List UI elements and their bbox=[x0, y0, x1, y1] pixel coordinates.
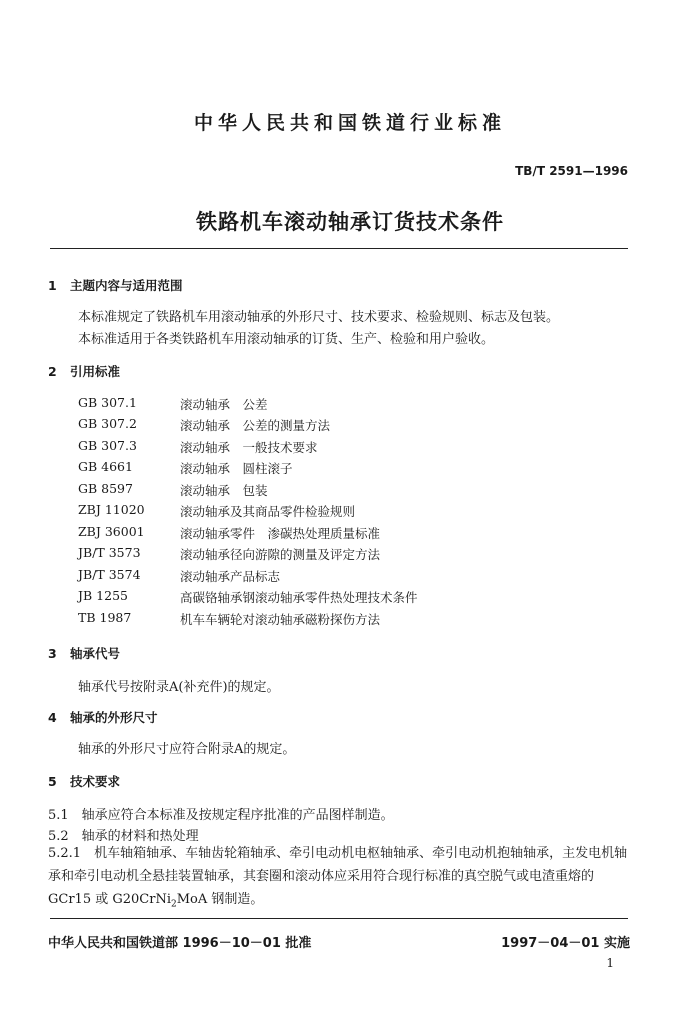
section-number: 2 bbox=[48, 364, 57, 379]
reference-title: 高碳铬轴承钢滚动轴承零件热处理技术条件 bbox=[180, 590, 418, 605]
section-1-para-1: 本标准规定了铁路机车用滚动轴承的外形尺寸、技术要求、检验规则、标志及包装。 bbox=[78, 310, 560, 325]
clause-5-2-1-text-end: MoA 钢制造。 bbox=[176, 892, 264, 907]
section-title: 轴承的外形尺寸 bbox=[70, 710, 158, 725]
reference-code: ZBJ 11020 bbox=[78, 502, 145, 517]
reference-title: 滚动轴承 圆柱滚子 bbox=[180, 461, 293, 476]
title-rule bbox=[50, 248, 628, 249]
reference-code: ZBJ 36001 bbox=[78, 524, 145, 539]
section-1-para-2: 本标准适用于各类铁路机车用滚动轴承的订货、生产、检验和用户验收。 bbox=[78, 332, 495, 347]
reference-title: 滚动轴承 一般技术要求 bbox=[180, 440, 318, 455]
section-2-heading bbox=[48, 362, 120, 380]
reference-code: GB 307.2 bbox=[78, 416, 137, 431]
standard-org: 中华人民共和国铁道行业标准 bbox=[193, 112, 506, 134]
section-number: 5 bbox=[48, 774, 57, 789]
implementation-date: 1997－04－01 实施 bbox=[501, 936, 630, 951]
reference-code: GB 4661 bbox=[78, 459, 133, 474]
clause-5-2: 5.2 轴承的材料和热处理 bbox=[48, 829, 199, 844]
section-number: 4 bbox=[48, 710, 57, 725]
reference-title: 滚动轴承产品标志 bbox=[180, 569, 281, 584]
clause-5-2-1-text: 5.2.1 机车轴箱轴承、车轴齿轮箱轴承、牵引电动机电枢轴轴承、牵引电动机抱轴轴承，主发电机轴承和牵引电动机全悬挂装置轴承，其套圈和滚动体应采用符合现行标准的真空脱气或电渣重熔的 GCr15 或 G20CrNi bbox=[48, 846, 628, 907]
standard-code: TB/T 2591—1996 bbox=[515, 164, 628, 178]
reference-code: TB 1987 bbox=[78, 610, 132, 625]
section-title: 主题内容与适用范围 bbox=[70, 278, 183, 293]
footer-rule bbox=[50, 918, 628, 919]
page-title: 铁路机车滚动轴承订货技术条件 bbox=[196, 210, 504, 234]
reference-code: GB 307.3 bbox=[78, 438, 137, 453]
reference-title: 滚动轴承 公差 bbox=[180, 397, 268, 412]
reference-title: 滚动轴承 包装 bbox=[180, 483, 268, 498]
section-3-para: 轴承代号按附录A(补充件)的规定。 bbox=[78, 680, 280, 695]
section-title: 轴承代号 bbox=[70, 646, 121, 661]
reference-code: GB 307.1 bbox=[78, 395, 137, 410]
reference-title: 滚动轴承 公差的测量方法 bbox=[180, 418, 331, 433]
section-5-heading bbox=[48, 772, 120, 790]
section-4-heading bbox=[48, 708, 158, 726]
clause-5-2-1 bbox=[48, 842, 628, 917]
section-title: 技术要求 bbox=[70, 774, 121, 789]
reference-title: 滚动轴承径向游隙的测量及评定方法 bbox=[180, 547, 381, 562]
reference-title: 机车车辆轮对滚动轴承磁粉探伤方法 bbox=[180, 612, 381, 627]
section-1-heading bbox=[48, 276, 183, 294]
reference-code: GB 8597 bbox=[78, 481, 133, 496]
reference-title: 滚动轴承及其商品零件检验规则 bbox=[180, 504, 356, 519]
page-number: 1 bbox=[606, 956, 614, 970]
approval-date: 中华人民共和国铁道部 1996－10－01 批准 bbox=[48, 936, 312, 951]
reference-code: JB/T 3573 bbox=[78, 545, 141, 560]
reference-code: JB/T 3574 bbox=[78, 567, 141, 582]
section-3-heading bbox=[48, 644, 120, 662]
reference-title: 滚动轴承零件 渗碳热处理质量标准 bbox=[180, 526, 381, 541]
clause-5-1: 5.1 轴承应符合本标准及按规定程序批准的产品图样制造。 bbox=[48, 808, 394, 823]
subscript-2: 2 bbox=[170, 899, 177, 910]
section-number: 3 bbox=[48, 646, 57, 661]
reference-code: JB 1255 bbox=[78, 588, 128, 603]
section-number: 1 bbox=[48, 278, 57, 293]
section-4-para: 轴承的外形尺寸应符合附录A的规定。 bbox=[78, 742, 296, 757]
section-title: 引用标准 bbox=[70, 364, 121, 379]
